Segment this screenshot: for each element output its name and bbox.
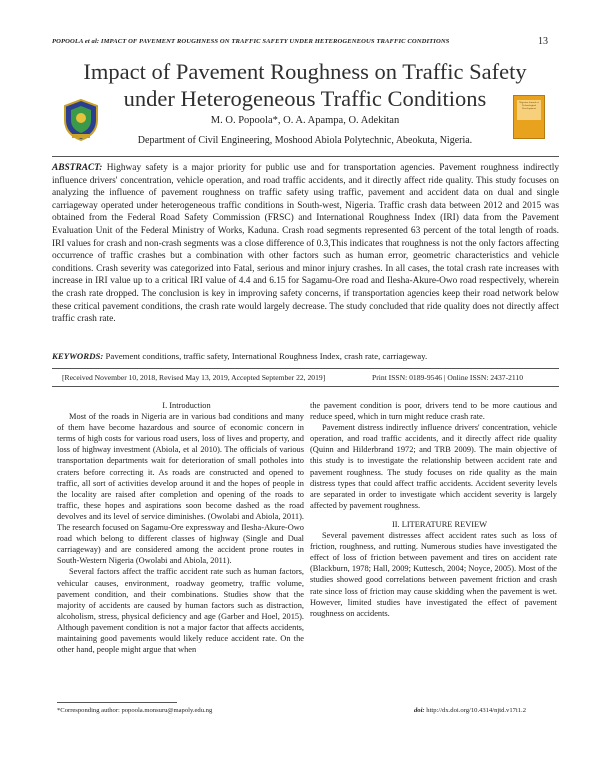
doi-link[interactable]: http://dx.doi.org/10.4314/njtd.v17i1.2 [426, 707, 526, 714]
corresponding-author-footnote: *Corresponding author: popoola.monsuru@mapoly.edu.ng [57, 707, 213, 714]
paper-title [70, 58, 540, 112]
literature-review-heading: II. LITERATURE REVIEW [391, 519, 488, 529]
keywords [52, 350, 559, 362]
abstract [52, 162, 559, 326]
doi [414, 707, 526, 714]
divider-top [52, 156, 559, 157]
footnote-rule [57, 702, 177, 703]
affiliation: Department of Civil Engineering, Moshood Abiola Polytechnic, Abeokuta, Nigeria. [137, 135, 473, 146]
running-head: POPOOLA et al: IMPACT OF PAVEMENT ROUGHNESS ON TRAFFIC SAFETY UNDER HETEROGENEOUS TRAFFIC CONDITIONS [52, 38, 450, 45]
doi-label: doi: [414, 707, 425, 714]
intro-paragraph-3: Pavement distress indirectly influence drivers' concentration, vehicle operation, and road traffic accidents, and it directly affect ride quality (Quinn and Hilderbrand 1972; and TRB 2009). The main objective of this study is to investigate the relationship between accident rate and pavement roughness. The study focuses on ride quality as the main distress types that could affect traffic accidents. Accident severity levels are separated in order to investigate which accident severity is largely affected by pavement roughness. [310, 423, 557, 510]
title-line-1: Impact of Pavement Roughness on Traffic Safety [83, 59, 527, 84]
divider-bottom [52, 386, 559, 387]
title-line-2: under Heterogeneous Traffic Conditions [123, 86, 487, 111]
abstract-text: Highway safety is a major priority for public use and for transportation agencies. Pavement roughness indirectly influence drivers' concentration, vehicle operation, and road traffic accidents, and it directly affect ride quality. This study focuses on analyzing the influence of pavement roughness on traffic safety using traffic, pavement and accident data on dual and single carriageway operated under heterogeneous traffic conditions in South-west, Nigeria. Traffic crash data between 2012 and 2015 was obtained from the Federal Road Safety Commission (FRSC) and International Roughness Index (IRI) data from the Pavement Evaluation Unit of the Federal Ministry of Works, Kaduna. Crash road segments represented 63 percent of the total length of roads. IRI values for crash and non-crash segments was a close difference of 0.3,This indicates that roughness is not the only factors affecting occurrence of traffic crashes but a combination with other factors such as human error, geometric characteristics and vehicle conditions. Crash severity was categorized into Fatal, serious and minor injury crashes. In all cases, the total crash rate increases with increase in IRI value up to a critical IRI value of 4.4 and 6.15 for Sagamu-Ore road and Ilesha-Akure-Owo road respectively, wherein the crash rate dropped. The conclusion is key in improving safety concerns, if transportation agencies keep their road network below these critical pavement conditions, the crash rate would largely decrease. The study concluded that ride quality does not directly affect traffic crash rate. [52, 163, 560, 325]
page-number: 13 [538, 36, 548, 47]
issn-info: Print ISSN: 0189-9546 | Online ISSN: 2437-2110 [372, 373, 524, 382]
literature-paragraph-1: Several pavement distresses affect accident rates such as loss of friction, roughness, and rutting. Numerous studies have investigated the effect of loss of friction between pavement and tires on accident rate (Blackburn, 1978; Hall, 2009; Kuttesch, 2004; Noyce, 2005). Most of the studies showed good correlations between pavement friction and crash rate since loss of friction may cause skidding when the pavement is wet. However, limited studies have investigated the effect of pavement roughness on accidents. [310, 531, 557, 618]
keywords-text: Pavement conditions, traffic safety, International Roughness Index, crash rate, carriageway. [105, 351, 428, 361]
divider-middle [52, 368, 559, 369]
intro-paragraph-continued: the pavement condition is poor, drivers tend to be more cautious and reduce speed, which in turn might reduce crash rate. [310, 401, 557, 422]
abstract-label: ABSTRACT: [52, 163, 103, 173]
authors: M. O. Popoola*, O. A. Apampa, O. Adekitan [210, 115, 400, 126]
introduction-heading: I. Introduction [162, 401, 211, 410]
right-column [310, 400, 557, 619]
intro-paragraph-2: Several factors affect the traffic accident rate such as human factors, vehicular causes, environment, roadway geometry, traffic volume, pavement condition, and their combinations. Studies show that the majority of accidents are caused by human factors such as distraction, alcoholism, stress, physical deficiency and age (Garber and Hoel, 2015). Although pavement condition is not a major factor that affects accidents, maintaining good pavements would likely reduce accident rate. On the other hand, people might argue that when [57, 567, 304, 655]
journal-cover-text: Nigerian Journal of Technological Development [519, 101, 539, 110]
keywords-label: KEYWORDS: [52, 351, 104, 361]
received-dates: [Received November 10, 2018, Revised May 13, 2019, Accepted September 22, 2019] [62, 373, 326, 382]
intro-paragraph-1: Most of the roads in Nigeria are in various bad conditions and many of them have become hazardous and source of economic concern in terms of high costs for various road users, loss of lives and property, and loss of highway investment (Abiola, et al 2010). The officials of various transportation departments wait for deterioration of small potholes into craters before correcting it. As roads are constructed and opened to traffic, all sort of activities develop around it and the hopes of people in the locality are raised after completion and opening of the roads to traffic, these hopes and aspirations soon become dashed as the road devolves and its level of service diminishes. (Owolabi and Abiola, 2011). The research focused on Sagamu-Ore expressway and Ilesha-Akure-Owo road which belong to different classes of highway (Single and Dual carriageway) and are considered among the accident prone routes in South-Western Nigeria (Owolabi and Abiola, 2011). [57, 412, 304, 566]
left-column [57, 400, 304, 655]
